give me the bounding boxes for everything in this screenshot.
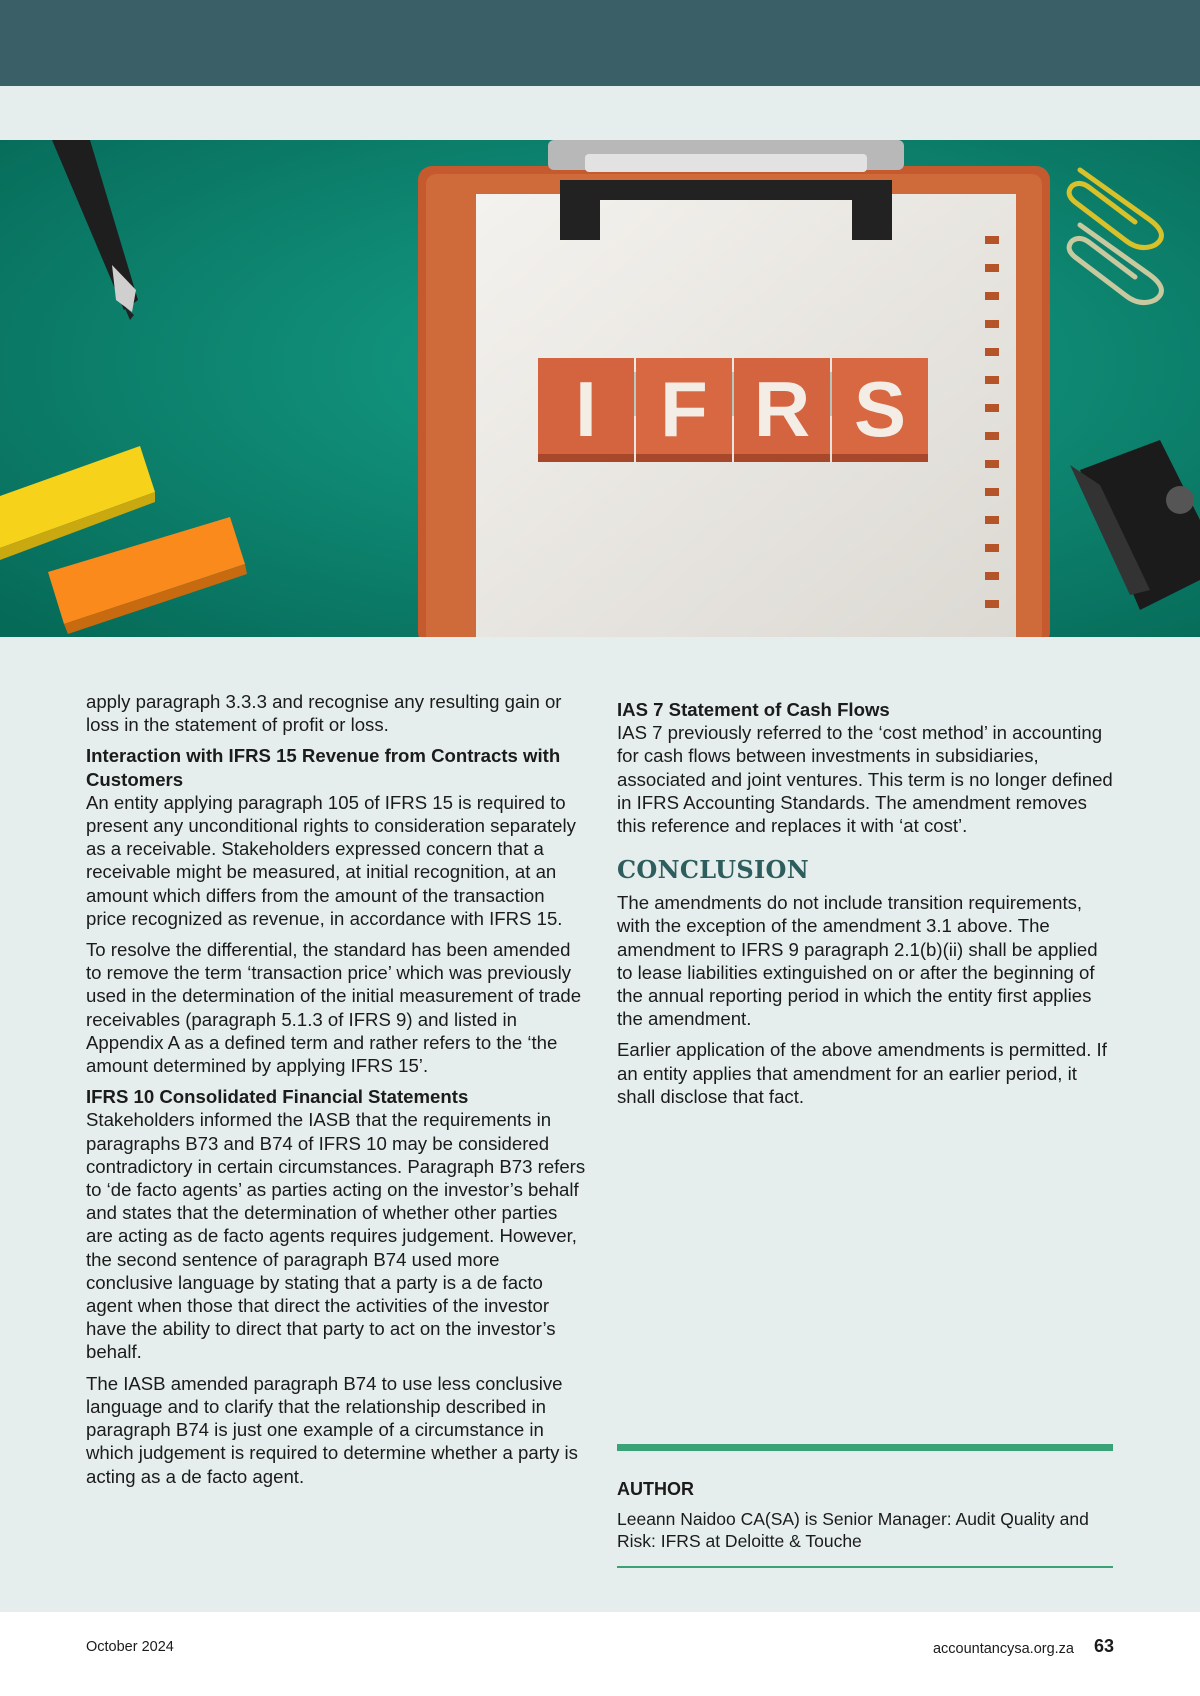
paragraph: Stakeholders informed the IASB that the requirements in paragraphs B73 and B74 of IFRS 10 may be considered contradictory in certain circumstances. Paragraph B73 refers to ‘de facto agents’ as parties acting on the investor’s behalf and states that the determination of whether other parties are acting as de facto agents requires judgement. However, the second sentence of paragraph B74 used more conclusive language by stating that a party is a de facto agent when those that direct the activities of the investor have the ability to direct that party to act on the investor’s behalf. [86, 1109, 586, 1363]
block-i [538, 358, 634, 462]
page-footer [0, 1612, 1200, 1696]
divider [617, 1444, 1113, 1451]
paragraph: apply paragraph 3.3.3 and recognise any resulting gain or loss in the statement of profit or loss. [86, 691, 562, 736]
paragraph: The IASB amended paragraph B74 to use less conclusive language and to clarify that the relationship described in paragraph B74 is just one example of a circumstance in which judgement is required to determine whether a party is acting as a de facto agent. [86, 1372, 578, 1487]
svg-text:F: F [660, 365, 708, 453]
section-heading-ifrs10: IFRS 10 Consolidated Financial Statements [86, 1086, 469, 1108]
issue-date: October 2024 [86, 1639, 174, 1655]
paragraph: An entity applying paragraph 105 of IFRS 15 is required to present any unconditional rights to consideration separately as a receivable. Stakeholders expressed concern that a receivable might be measured, at initial recognition, at an amount which differs from the amount of the transaction price recognized as revenue, in accordance with IFRS 15. [86, 791, 576, 929]
paragraph: Earlier application of the above amendments is permitted. If an entity applies that amendment for an earlier period, it shall disclose that fact. [617, 1039, 1107, 1107]
paragraph: The amendments do not include transition requirements, with the exception of the amendment 3.1 above. The amendment to IFRS 9 paragraph 2.1(b)(ii) shall be applied to lease liabilities extinguished on or after the beginning of the annual reporting period in which the entity first applies the amendment. [617, 892, 1098, 1030]
hero-image [0, 140, 1200, 637]
block-r [734, 358, 830, 462]
top-banner [0, 0, 1200, 86]
svg-text:S: S [853, 365, 907, 453]
divider [617, 1566, 1113, 1568]
svg-text:I: I [575, 365, 597, 453]
paragraph: To resolve the differential, the standard has been amended to remove the term ‘transaction price’ which was previously used in the determination of the initial measurement of trade receivables (paragraph 5.1.3 of IFRS 9) and listed in Appendix A as a defined term and rather refers to the ‘the amount determined by applying IFRS 15’. [86, 939, 582, 1077]
section-heading-ias7: IAS 7 Statement of Cash Flows [617, 699, 890, 720]
author-bio: Leeann Naidoo CA(SA) is Senior Manager: Audit Quality and Risk: IFRS at Deloitte & Touche [617, 1509, 1089, 1551]
conclusion-heading: CONCLUSION [617, 855, 809, 885]
author-box [617, 1444, 1113, 1568]
block-f [636, 358, 732, 462]
right-column [617, 698, 1117, 1116]
svg-text:R: R [753, 365, 811, 453]
page-number: 63 [1093, 1636, 1114, 1656]
website-link[interactable]: accountancysa.org.za [932, 1641, 1074, 1657]
block-s [832, 358, 928, 462]
section-heading-ifrs15: Interaction with IFRS 15 Revenue from Contracts with Customers [86, 745, 561, 790]
author-label: AUTHOR [617, 1479, 694, 1499]
left-column [86, 690, 586, 1496]
paragraph: IAS 7 previously referred to the ‘cost method’ in accounting for cash flows between investments in subsidiaries, associated and joint ventures. This term is no longer defined in IFRS Accounting Standards. The amendment removes this reference and replaces it with ‘at cost’. [617, 722, 1113, 837]
